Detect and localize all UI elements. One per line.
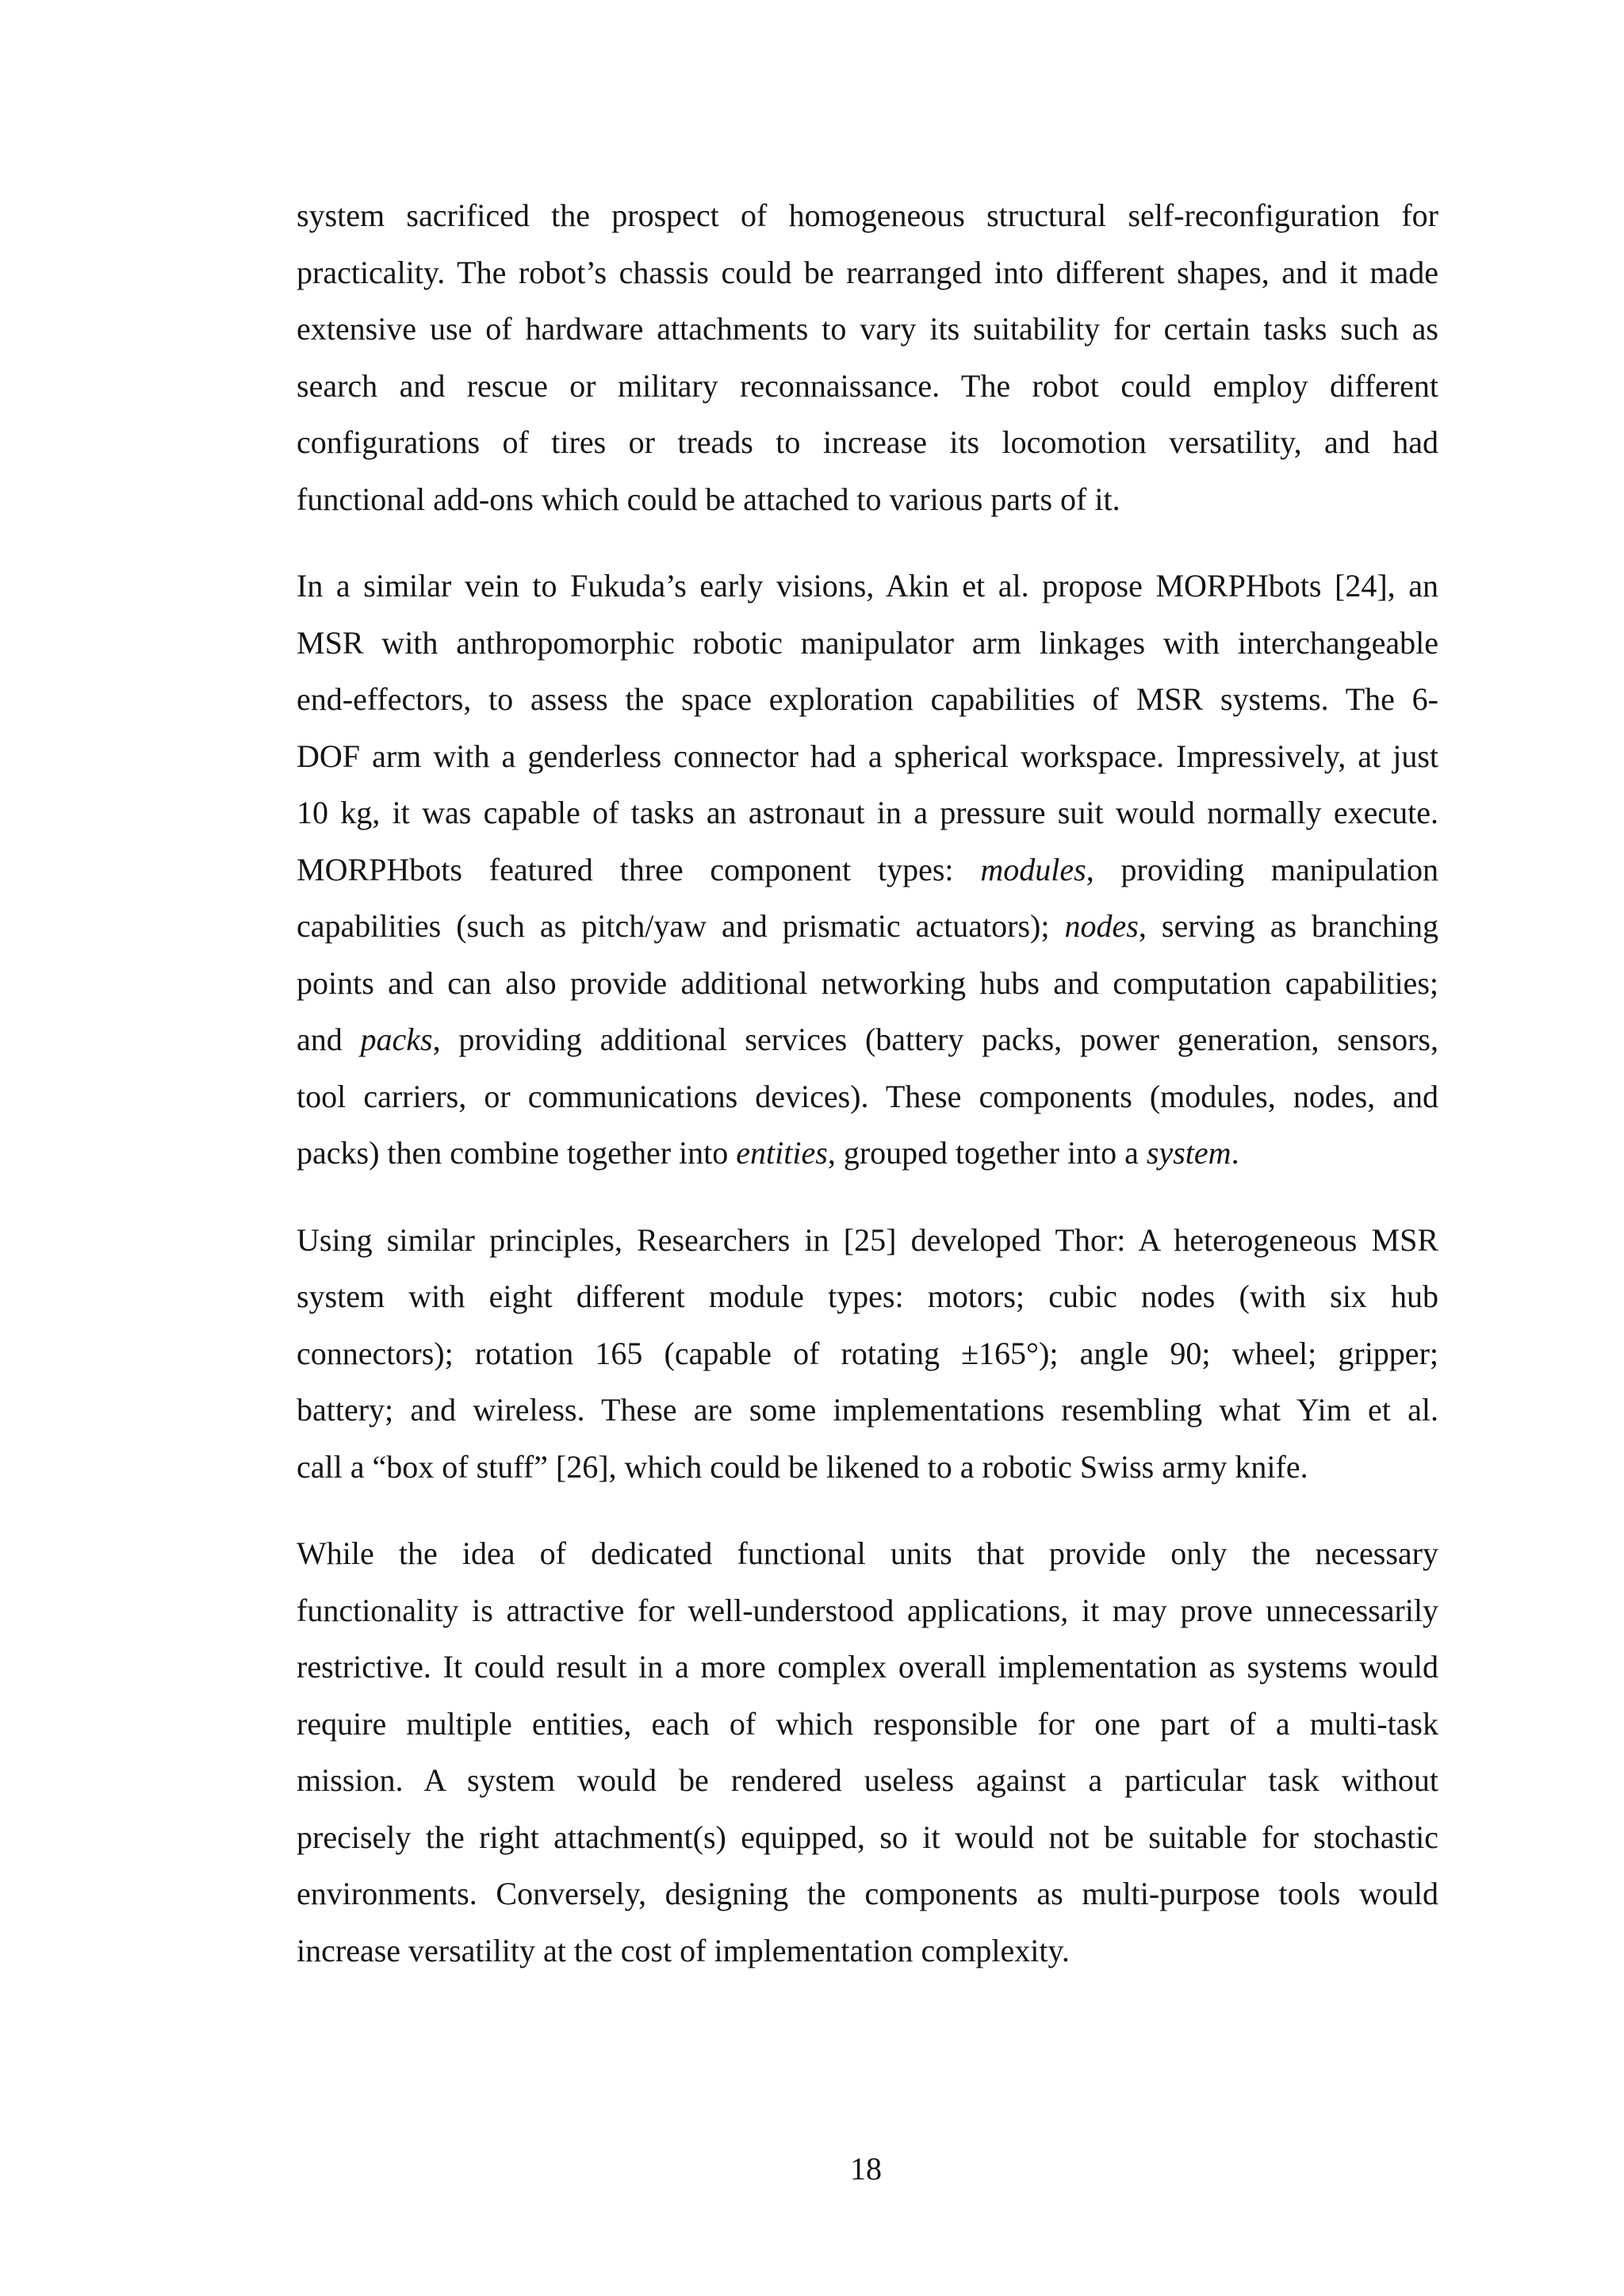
paragraph — [297, 1525, 1438, 1979]
text-line: 10 kg, it was capable of tasks an astronaut in a pressure suit would normally execute. — [297, 795, 1438, 830]
italic-term: entities — [736, 1135, 828, 1171]
text-line: points and can also provide additional networking hubs and computation capabilities; — [297, 964, 1438, 1001]
text-line: end-effectors, to assess the space exploration capabilities of MSR systems. The 6- — [297, 681, 1438, 717]
italic-term: packs — [360, 1022, 433, 1057]
text-line: MSR with anthropomorphic robotic manipulator arm linkages with interchangeable — [297, 624, 1438, 661]
italic-term: system — [1146, 1135, 1231, 1171]
text-line: precisely the right attachment(s) equipped, so it would not be suitable for stochastic — [297, 1819, 1438, 1855]
paragraph — [297, 558, 1438, 1182]
text-line: connectors); rotation 165 (capable of rotating ±165°); angle 90; wheel; gripper; — [297, 1335, 1438, 1371]
text-line: While the idea of dedicated functional units that provide only the necessary — [297, 1535, 1438, 1571]
text-line: MORPHbots featured three component types: modules, providing manipulation — [297, 851, 1438, 887]
text-line: extensive use of hardware attachments to vary its suitability for certain tasks such as — [297, 311, 1438, 347]
text-line: require multiple entities, each of which responsible for one part of a multi-task — [297, 1705, 1438, 1742]
text-line: environments. Conversely, designing the components as multi-purpose tools would — [297, 1876, 1438, 1911]
text-line: functional add-ons which could be attached to various parts of it. — [297, 481, 1120, 517]
italic-term: modules — [980, 851, 1086, 887]
italic-term: nodes — [1064, 908, 1139, 944]
text-line: Using similar principles, Researchers in [25] developed Thor: A heterogeneous MSR — [297, 1221, 1438, 1258]
text-line: and packs, providing additional services (battery packs, power generation, sensors, — [297, 1022, 1438, 1057]
text-line: system sacrificed the prospect of homogeneous structural self-reconfiguration for — [297, 197, 1438, 233]
text-line: packs) then combine together into entities, grouped together into a system. — [297, 1135, 1239, 1171]
text-line: restrictive. It could result in a more complex overall implementation as systems would — [297, 1649, 1438, 1685]
text-line: system with eight different module types: motors; cubic nodes (with six hub — [297, 1278, 1438, 1314]
text-line: tool carriers, or communications devices). These components (modules, nodes, and — [297, 1078, 1438, 1114]
text-line: capabilities (such as pitch/yaw and prismatic actuators); nodes, serving as branching — [297, 908, 1438, 944]
text-line: In a similar vein to Fukuda’s early visions, Akin et al. propose MORPHbots [24], an — [297, 568, 1438, 604]
text-line: mission. A system would be rendered useless against a particular task without — [297, 1762, 1438, 1798]
body-text — [297, 187, 1438, 2009]
paragraph — [297, 187, 1438, 527]
paragraph — [297, 1212, 1438, 1496]
text-line: search and rescue or military reconnaissance. The robot could employ different — [297, 367, 1438, 404]
text-line: increase versatility at the cost of implementation complexity. — [297, 1932, 1070, 1968]
text-line: functionality is attractive for well-understood applications, it may prove unnecessarily — [297, 1592, 1438, 1628]
text-line: call a “box of stuff” [26], which could be likened to a robotic Swiss army knife. — [297, 1448, 1308, 1485]
text-line: battery; and wireless. These are some implementations resembling what Yim et al. — [297, 1392, 1438, 1428]
text-line: DOF arm with a genderless connector had a spherical workspace. Impressively, at just — [297, 738, 1438, 774]
text-line: configurations of tires or treads to increase its locomotion versatility, and had — [297, 424, 1438, 460]
page-number: 18 — [850, 2151, 882, 2187]
text-line: practicality. The robot’s chassis could be rearranged into different shapes, and it made — [297, 254, 1438, 290]
